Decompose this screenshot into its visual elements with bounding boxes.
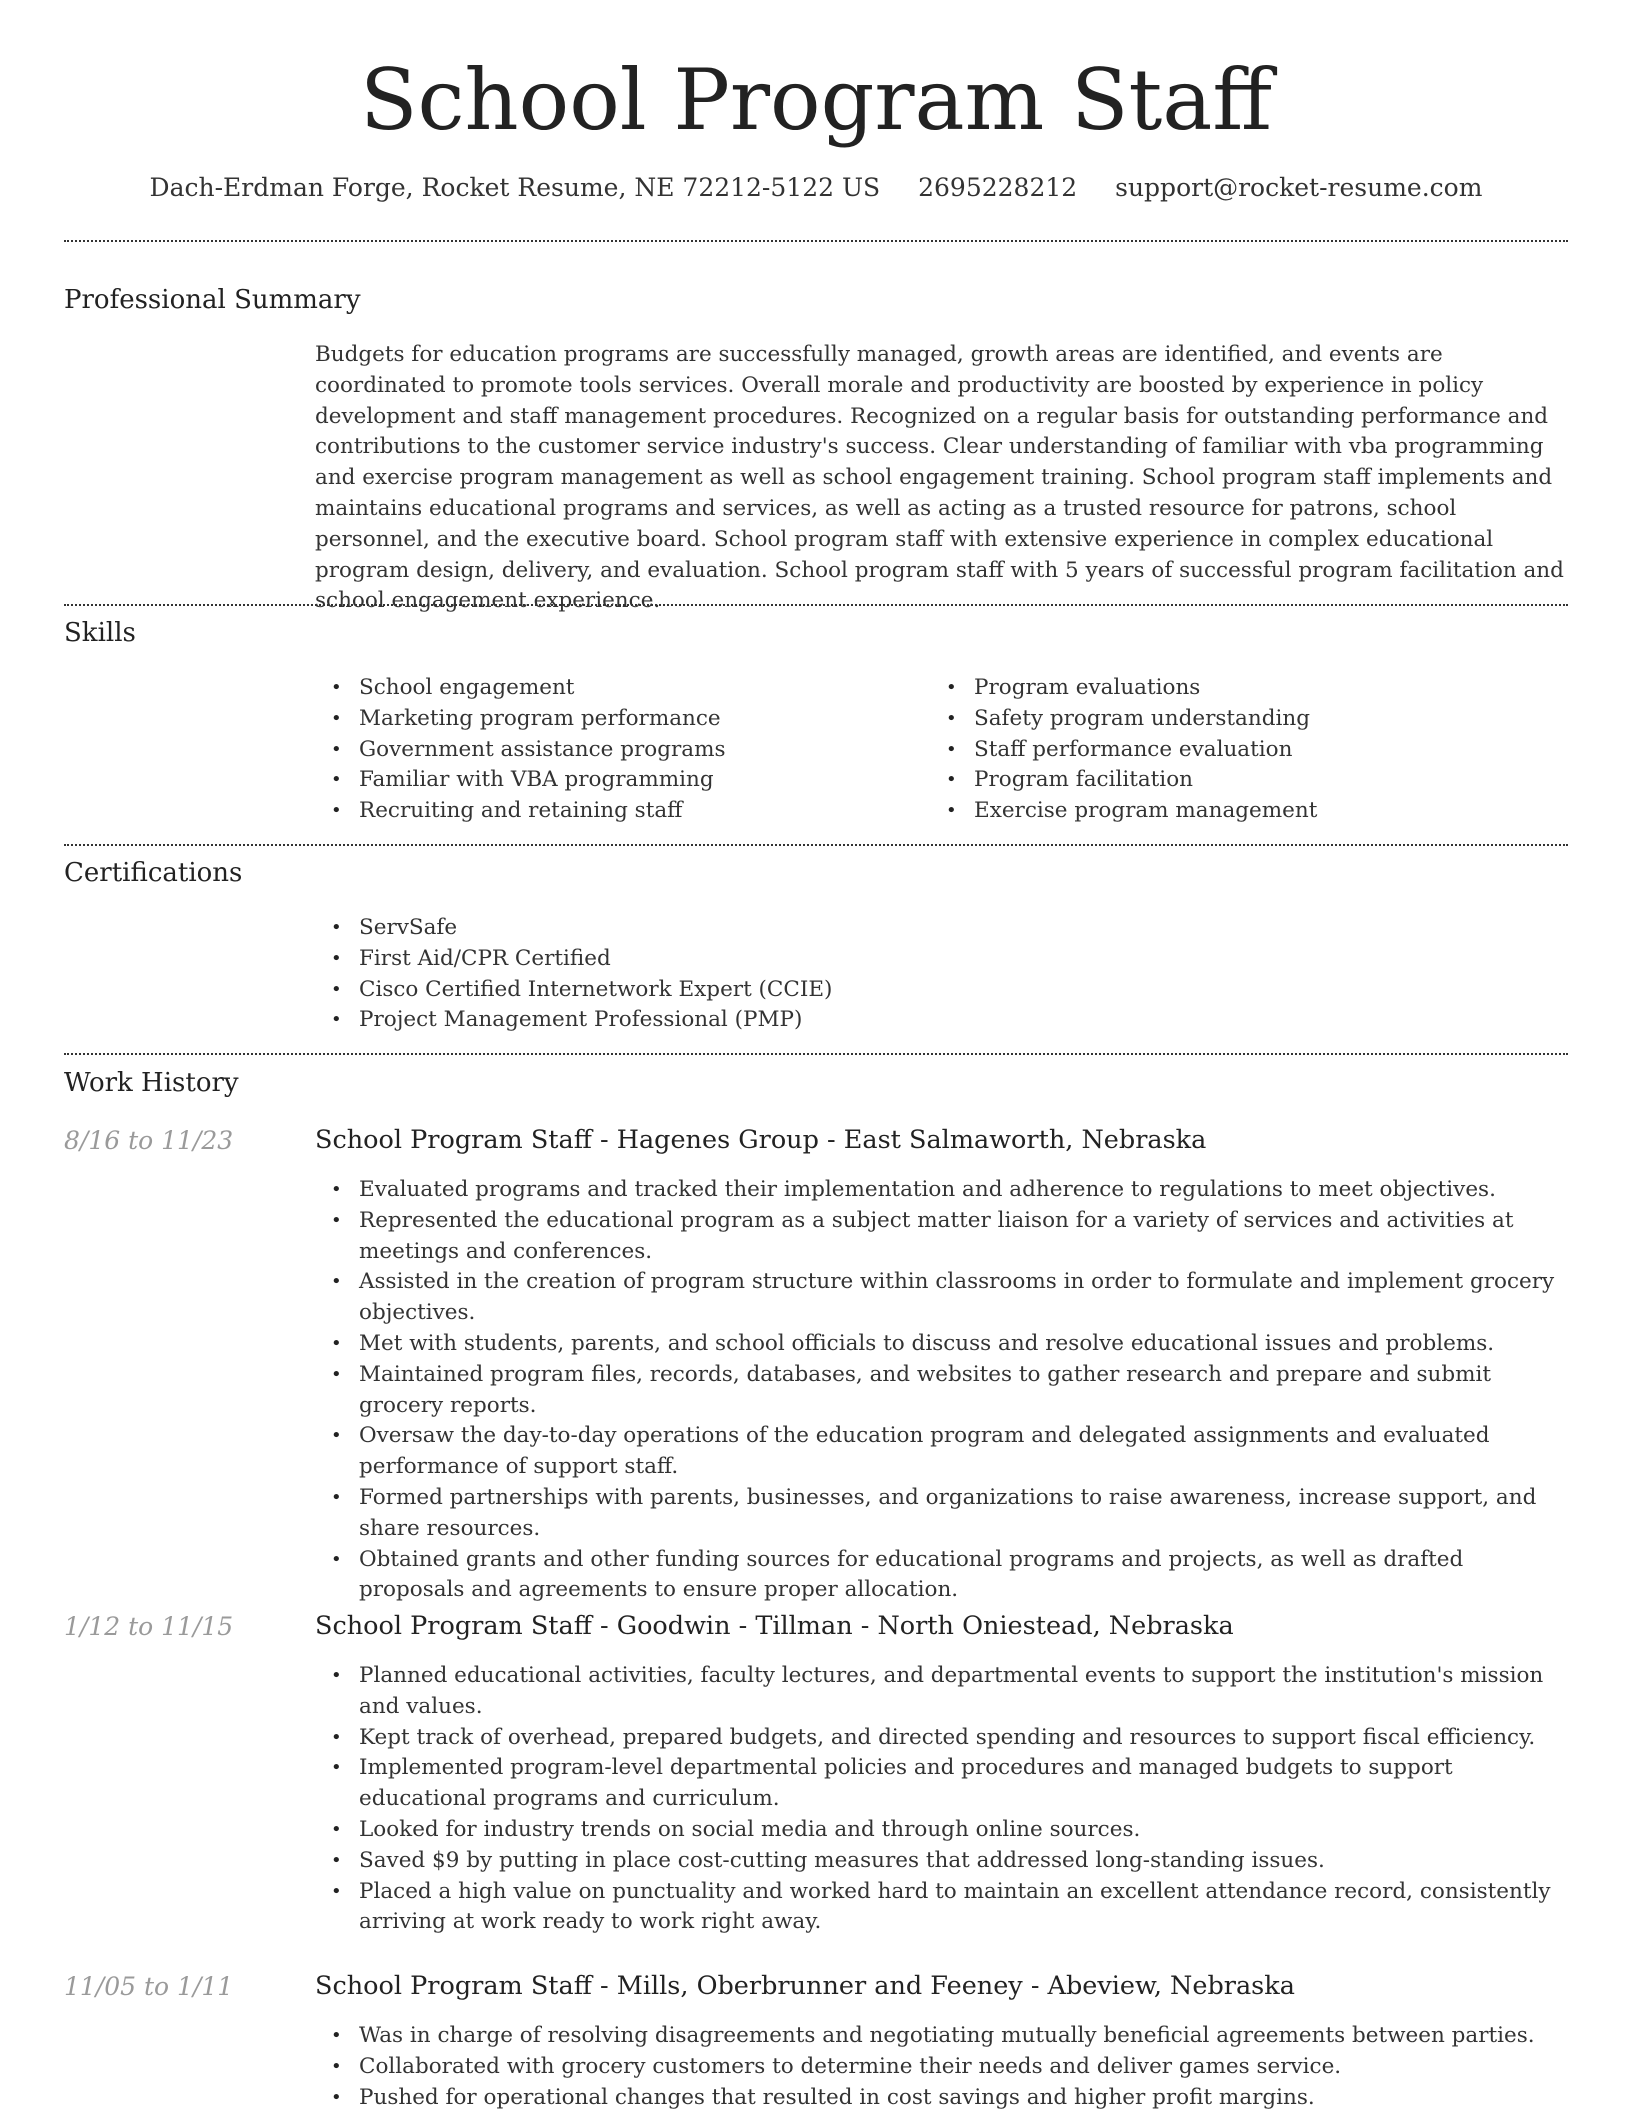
divider <box>64 604 1568 606</box>
skill-item: • Familiar with VBA programming <box>315 765 905 796</box>
job-title: School Program Staff - Mills, Oberbrunner and Feeney - Abeview, Nebraska <box>315 1971 1295 2001</box>
job-title: School Program Staff - Hagenes Group - East Salmaworth, Nebraska <box>315 1125 1207 1155</box>
certification-item: • First Aid/CPR Certified <box>315 944 1215 975</box>
skill-item: • Exercise program management <box>930 796 1530 827</box>
certification-item: • Cisco Certified Internetwork Expert (CCIE) <box>315 975 1215 1006</box>
job-title: School Program Staff - Goodwin - Tillman - North Oniestead, Nebraska <box>315 1611 1234 1641</box>
job-dates: 11/05 to 1/11 <box>64 1972 234 2001</box>
job-bullet: • Planned educational activities, faculty lectures, and departmental events to support the institution's mission and values. <box>315 1661 1565 1723</box>
job-bullet: • Maintained program files, records, databases, and websites to gather research and prepare and submit grocery reports. <box>315 1360 1565 1422</box>
summary-heading: Professional Summary <box>64 285 361 315</box>
contact-address: Dach-Erdman Forge, Rocket Resume, NE 72212-5122 US <box>149 173 881 202</box>
job-dates: 1/12 to 11/15 <box>64 1612 234 1641</box>
job-bullet: • Obtained grants and other funding sources for educational programs and projects, as well as drafted proposals and agreements to ensure proper allocation. <box>315 1545 1565 1607</box>
skill-item: • Program facilitation <box>930 765 1530 796</box>
job-bullet: • Kept track of overhead, prepared budgets, and directed spending and resources to support fiscal efficiency. <box>315 1723 1565 1754</box>
divider <box>64 240 1568 242</box>
skill-item: • Government assistance programs <box>315 735 905 766</box>
certifications-list <box>315 913 1215 1036</box>
contact-line <box>0 170 1632 206</box>
skill-item: • Recruiting and retaining staff <box>315 796 905 827</box>
work-history-heading: Work History <box>64 1068 239 1098</box>
job-bullet: • Formed partnerships with parents, businesses, and organizations to raise awareness, increase support, and share resources. <box>315 1483 1565 1545</box>
certifications-heading: Certifications <box>64 858 243 888</box>
job-bullet: • Pushed for operational changes that resulted in cost savings and higher profit margins. <box>315 2083 1565 2113</box>
resume-name: School Program Staff <box>359 51 1273 149</box>
skill-item: • School engagement <box>315 673 905 704</box>
contact-email: support@rocket-resume.com <box>1115 173 1483 202</box>
certification-item: • ServSafe <box>315 913 1215 944</box>
job-bullet: • Met with students, parents, and school officials to discuss and resolve educational issues and problems. <box>315 1329 1565 1360</box>
job-bullets <box>315 1175 1565 1606</box>
skill-item: • Program evaluations <box>930 673 1530 704</box>
skills-list-left <box>315 673 905 827</box>
skills-heading: Skills <box>64 618 136 648</box>
job-bullet: • Saved $9 by putting in place cost-cutting measures that addressed long-standing issues. <box>315 1846 1565 1877</box>
job-bullet: • Was in charge of resolving disagreements and negotiating mutually beneficial agreements between parties. <box>315 2021 1565 2052</box>
contact-phone: 2695228212 <box>918 173 1078 202</box>
job-bullet: • Represented the educational program as a subject matter liaison for a variety of services and activities at meetings and conferences. <box>315 1206 1565 1268</box>
skill-item: • Staff performance evaluation <box>930 735 1530 766</box>
job-bullets <box>315 1661 1565 1938</box>
skills-list-right <box>930 673 1530 827</box>
job-bullet: • Assisted in the creation of program structure within classrooms in order to formulate and implement grocery objectives. <box>315 1267 1565 1329</box>
job-bullet: • Looked for industry trends on social media and through online sources. <box>315 1815 1565 1846</box>
job-bullet: • Evaluated programs and tracked their implementation and adherence to regulations to meet objectives. <box>315 1175 1565 1206</box>
job-bullet: • Oversaw the day-to-day operations of the education program and delegated assignments and evaluated performance of support staff. <box>315 1421 1565 1483</box>
job-bullet: • Placed a high value on punctuality and worked hard to maintain an excellent attendance record, consistently arriving at work ready to work right away. <box>315 1877 1565 1939</box>
summary-text: Budgets for education programs are successfully managed, growth areas are identified, and events are coordinated to promote tools services. Overall morale and productivity are boosted by experience in policy development and staff management procedures. Recognized on a regular basis for outstanding performance and contributions to the customer service industry's success. Clear understanding of familiar with vba programming and exercise program management as well as school engagement training. School program staff implements and maintains educational programs and services, as well as acting as a trusted resource for patrons, school personnel, and the executive board. School program staff with extensive experience in complex educational program design, delivery, and evaluation. School program staff with 5 years of successful program facilitation and school engagement experience. <box>315 342 1564 614</box>
job-bullet: • Implemented program-level departmental policies and procedures and managed budgets to support educational programs and curriculum. <box>315 1753 1565 1815</box>
skill-item: • Safety program understanding <box>930 704 1530 735</box>
job-bullets <box>315 2021 1565 2113</box>
job-bullet: • Collaborated with grocery customers to determine their needs and deliver games service. <box>315 2052 1565 2083</box>
skill-item: • Marketing program performance <box>315 704 905 735</box>
certification-item: • Project Management Professional (PMP) <box>315 1005 1215 1036</box>
divider <box>64 844 1568 846</box>
divider <box>64 1053 1568 1055</box>
job-dates: 8/16 to 11/23 <box>64 1126 234 1155</box>
